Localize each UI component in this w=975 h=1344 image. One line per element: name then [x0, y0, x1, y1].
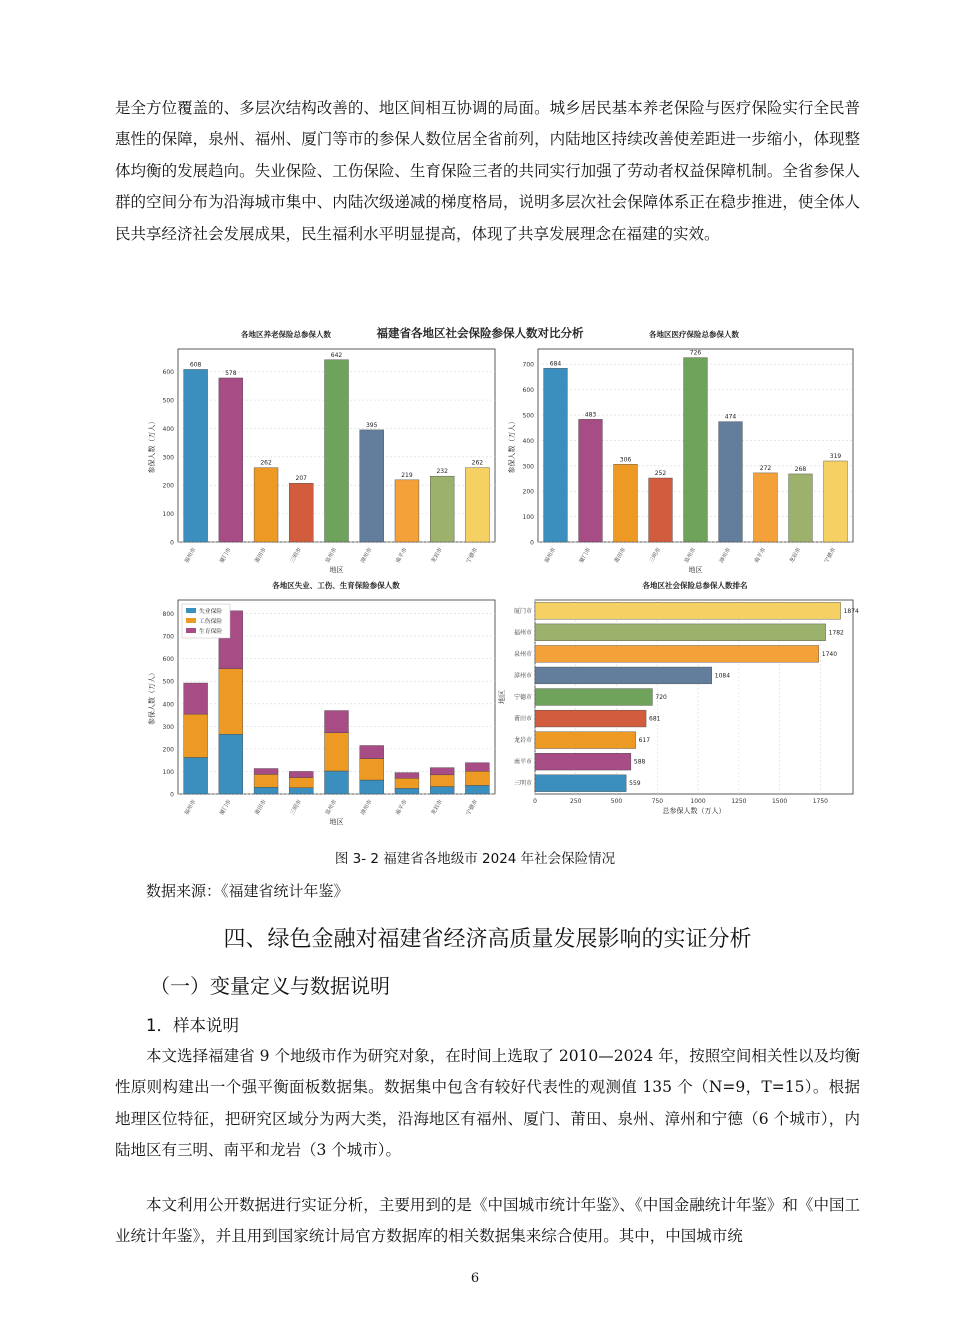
bar: [684, 358, 708, 542]
intro-paragraph: 是全方位覆盖的、多层次结构改善的、地区间相互协调的局面。城乡居民基本养老保险与医疗保险实行全民普惠性的保障，泉州、福州、厦门等市的参保人数位居全省前列，内陆地区持续改善使差距进一步缩小，体现整体均衡的发展趋向。失业保险、工伤保险、生育保险三者的共同实行加强了劳动者权益保障机制。全省参保人群的空间分布为沿海城市集中、内陆次级递减的梯度格局，说明多层次社会保障体系正在稳步推进，使全体人民共享经济社会发展成果，民生福利水平明显提高，体现了共享发展理念在福建的实效。: [115, 99, 860, 243]
bar-segment: [289, 778, 313, 788]
y-tick-label: 500: [162, 678, 174, 686]
y-tick-label: 300: [522, 463, 534, 471]
bar: [719, 422, 743, 542]
x-tick-label: 宁德市: [823, 547, 838, 565]
y-tick-label: 0: [170, 791, 174, 799]
legend-label: 生育保险: [199, 629, 223, 635]
bar-segment: [325, 711, 349, 733]
y-tick-label: 南平市: [513, 758, 532, 766]
bar: [544, 368, 568, 542]
bar-segment: [325, 733, 349, 771]
data-label: 588: [633, 758, 646, 766]
data-label: 726: [689, 349, 702, 357]
x-tick-label: 厦门市: [219, 799, 233, 817]
data-source: 数据来源：《福建省统计年鉴》: [146, 882, 349, 900]
bar-segment: [395, 773, 419, 779]
bar: [649, 478, 673, 542]
data-label: 319: [829, 452, 842, 460]
y-tick-label: 0: [530, 539, 534, 547]
y-tick-label: 300: [162, 723, 174, 731]
bar-segment: [254, 787, 278, 794]
data-label: 219: [401, 471, 413, 479]
x-tick-label: 1500: [771, 798, 788, 805]
subsection-heading: （一）变量定义与数据说明: [150, 974, 390, 998]
data-label: 232: [436, 468, 448, 476]
bar: [535, 689, 652, 706]
bar-segment: [465, 763, 489, 772]
sample-paragraph: 本文选择福建省 9 个地级市作为研究对象，在时间上选取了 2010—2024 年，按照空间相关性以及均衡性原则构建出一个强平衡面板数据集。数据集中包含有较好代表性的观测值 135 个（N=9，T=15）。根据地理区位特征，把研究区域分为两大类，沿海地区有福州、厦门、莆田、泉州、漳州和宁德（6 个城市），内陆地区有三明、南平和龙岩（3 个城市）。: [115, 1047, 860, 1160]
bar-segment: [184, 757, 208, 794]
y-tick-label: 200: [162, 746, 174, 754]
data-label: 306: [619, 456, 632, 464]
x-tick-label: 厦门市: [578, 547, 593, 565]
bar-segment: [184, 714, 208, 757]
y-tick-label: 漳州市: [513, 672, 532, 680]
y-tick-label: 100: [522, 514, 534, 522]
bar: [824, 461, 848, 542]
bar: [465, 468, 489, 542]
bar-segment: [219, 669, 243, 734]
x-tick-label: 龙岩市: [430, 547, 444, 565]
y-axis-label: 参保人数（万人）: [148, 669, 156, 725]
y-tick-label: 200: [162, 482, 174, 490]
bar-segment: [430, 768, 454, 775]
x-tick-label: 漳州市: [360, 547, 374, 565]
x-tick-label: 宁德市: [465, 799, 480, 817]
bar-segment: [430, 787, 454, 794]
x-tick-label: 莆田市: [254, 547, 268, 565]
x-tick-label: 南平市: [395, 547, 409, 565]
x-tick-label: 莆田市: [613, 547, 628, 565]
bar-segment: [289, 788, 313, 794]
bar: [579, 419, 603, 542]
bar: [535, 775, 626, 792]
x-tick-label: 南平市: [395, 799, 409, 817]
data-label: 395: [365, 421, 378, 429]
y-tick-label: 三明市: [513, 780, 532, 788]
data-label: 1740: [821, 650, 838, 658]
bar-segment: [289, 771, 313, 777]
y-tick-label: 泉州市: [513, 650, 532, 658]
chart-3: [147, 580, 495, 826]
data-label: 272: [759, 464, 772, 472]
chart-title: 各地区医疗保险总参保人数: [649, 330, 739, 339]
bar: [535, 624, 826, 641]
x-tick-label: 三明市: [289, 547, 304, 565]
bar: [789, 474, 813, 542]
y-tick-label: 0: [170, 539, 174, 547]
x-axis-label: 地区: [329, 818, 344, 826]
legend-label: 失业保险: [199, 609, 223, 615]
chart-title: 各地区社会保险总参保人数排名: [642, 581, 748, 590]
data-label: 252: [654, 470, 667, 478]
data-label: 207: [295, 475, 308, 483]
bar-segment: [360, 746, 384, 759]
x-tick-label: 龙岩市: [430, 799, 444, 817]
bar: [289, 483, 313, 542]
y-tick-label: 500: [522, 412, 534, 420]
y-tick-label: 100: [162, 768, 174, 776]
bar-segment: [465, 771, 489, 785]
bar-segment: [254, 774, 278, 787]
bar: [325, 360, 349, 542]
chart-1: [147, 329, 495, 574]
x-tick-label: 莆田市: [254, 799, 268, 817]
x-tick-label: 泉州市: [324, 799, 339, 817]
bar: [360, 430, 384, 542]
bar: [184, 369, 208, 542]
y-tick-label: 400: [522, 437, 534, 445]
data-label: 1084: [714, 672, 731, 680]
x-tick-label: 1750: [812, 798, 829, 805]
bar-segment: [395, 788, 419, 794]
y-tick-label: 100: [162, 511, 174, 519]
x-tick-label: 500: [610, 798, 623, 805]
y-tick-label: 宁德市: [513, 694, 532, 701]
bar-segment: [219, 734, 243, 794]
y-tick-label: 600: [522, 387, 534, 395]
x-tick-label: 1250: [731, 798, 747, 805]
legend-swatch: [186, 618, 196, 623]
chart-2: [507, 329, 853, 574]
x-axis-label: 地区: [329, 566, 344, 574]
x-tick-label: 250: [570, 798, 582, 805]
y-tick-label: 厦门市: [513, 607, 532, 615]
y-tick-label: 200: [522, 488, 534, 496]
legend-swatch: [186, 608, 196, 613]
x-tick-label: 福州市: [543, 547, 558, 565]
x-axis-label: 总参保人数（万人）: [662, 807, 726, 815]
x-tick-label: 750: [651, 798, 664, 805]
bar-segment: [184, 683, 208, 714]
x-tick-label: 漳州市: [718, 547, 733, 565]
bar: [535, 667, 712, 684]
x-tick-label: 泉州市: [324, 547, 339, 565]
data-label: 474: [724, 413, 737, 421]
y-tick-label: 700: [522, 361, 534, 369]
data-paragraph: 本文利用公开数据进行实证分析，主要用到的是《中国城市统计年鉴》、《中国金融统计年鉴》和《中国工业统计年鉴》，并且用到国家统计局官方数据库的相关数据集来综合使用。其中，中国城市统: [115, 1196, 860, 1246]
x-tick-label: 龙岩市: [788, 547, 803, 565]
x-tick-label: 南平市: [753, 547, 768, 565]
x-axis-label: 地区: [688, 566, 703, 574]
y-tick-label: 500: [162, 397, 174, 405]
bar: [395, 480, 419, 542]
y-tick-label: 福州市: [513, 629, 532, 637]
legend: [182, 604, 230, 638]
bar: [535, 753, 631, 770]
item-heading: 1．样本说明: [146, 1016, 239, 1035]
y-tick-label: 300: [162, 454, 174, 462]
data-label: 578: [225, 369, 237, 377]
bar-segment: [395, 778, 419, 788]
data-label: 720: [655, 694, 667, 701]
bar: [535, 710, 646, 727]
x-tick-label: 三明市: [289, 799, 304, 817]
x-tick-label: 三明市: [648, 547, 663, 565]
bar-segment: [360, 780, 384, 794]
y-tick-label: 龙岩市: [513, 737, 532, 745]
data-label: 262: [260, 459, 272, 467]
x-tick-label: 福州市: [183, 547, 198, 565]
x-tick-label: 泉州市: [683, 547, 698, 565]
x-tick-label: 0: [533, 798, 537, 805]
y-tick-label: 400: [162, 701, 174, 709]
bar: [535, 602, 841, 619]
figure-canvas: [140, 318, 860, 826]
x-tick-label: 1000: [690, 798, 706, 805]
bar: [219, 378, 243, 542]
data-label: 642: [330, 351, 343, 359]
bar: [535, 732, 636, 749]
data-label: 262: [471, 459, 484, 467]
chart-title: 各地区养老保险总参保人数: [241, 330, 331, 339]
y-tick-label: 700: [162, 633, 174, 641]
bar: [430, 476, 454, 542]
data-label: 268: [794, 465, 807, 473]
bar-segment: [465, 785, 489, 794]
chart-title: 各地区失业、工伤、生育保险参保人数: [272, 581, 400, 590]
figure-suptitle: 福建省各地区社会保险参保人数对比分析: [376, 326, 584, 340]
y-axis-label: 地区: [498, 690, 506, 704]
page-number: 6: [470, 1271, 480, 1286]
section-heading: 四、绿色金融对福建省经济高质量发展影响的实证分析: [223, 927, 752, 952]
y-tick-label: 600: [162, 369, 174, 377]
y-axis-label: 参保人数（万人）: [148, 417, 156, 474]
data-label: 483: [584, 411, 597, 419]
x-tick-label: 宁德市: [465, 547, 480, 565]
bar: [754, 473, 778, 542]
legend-swatch: [186, 628, 196, 633]
y-tick-label: 莆田市: [513, 715, 532, 723]
x-tick-label: 福州市: [183, 799, 198, 817]
bar: [254, 468, 278, 542]
data-label: 1782: [828, 629, 844, 637]
y-axis-label: 参保人数（万人）: [508, 417, 516, 474]
bar: [535, 645, 819, 662]
bar-segment: [430, 775, 454, 787]
legend-label: 工伤保险: [199, 619, 223, 625]
y-tick-label: 600: [162, 656, 174, 664]
bar-segment: [254, 769, 278, 775]
data-label: 608: [189, 361, 202, 369]
bar-segment: [360, 759, 384, 780]
bar-segment: [325, 771, 349, 794]
x-tick-label: 厦门市: [219, 547, 233, 565]
y-tick-label: 400: [162, 425, 174, 433]
social-insurance-figure: [140, 318, 860, 826]
data-label: 684: [549, 360, 562, 368]
y-tick-label: 800: [162, 611, 174, 619]
bar: [614, 464, 638, 542]
chart-4: [497, 580, 859, 815]
data-label: 617: [638, 737, 651, 745]
figure-caption: 图 3- 2 福建省各地级市 2024 年社会保险情况: [334, 851, 616, 867]
data-label: 1874: [843, 607, 859, 615]
data-label: 681: [649, 715, 661, 723]
data-label: 559: [629, 780, 641, 788]
x-tick-label: 漳州市: [360, 799, 374, 817]
